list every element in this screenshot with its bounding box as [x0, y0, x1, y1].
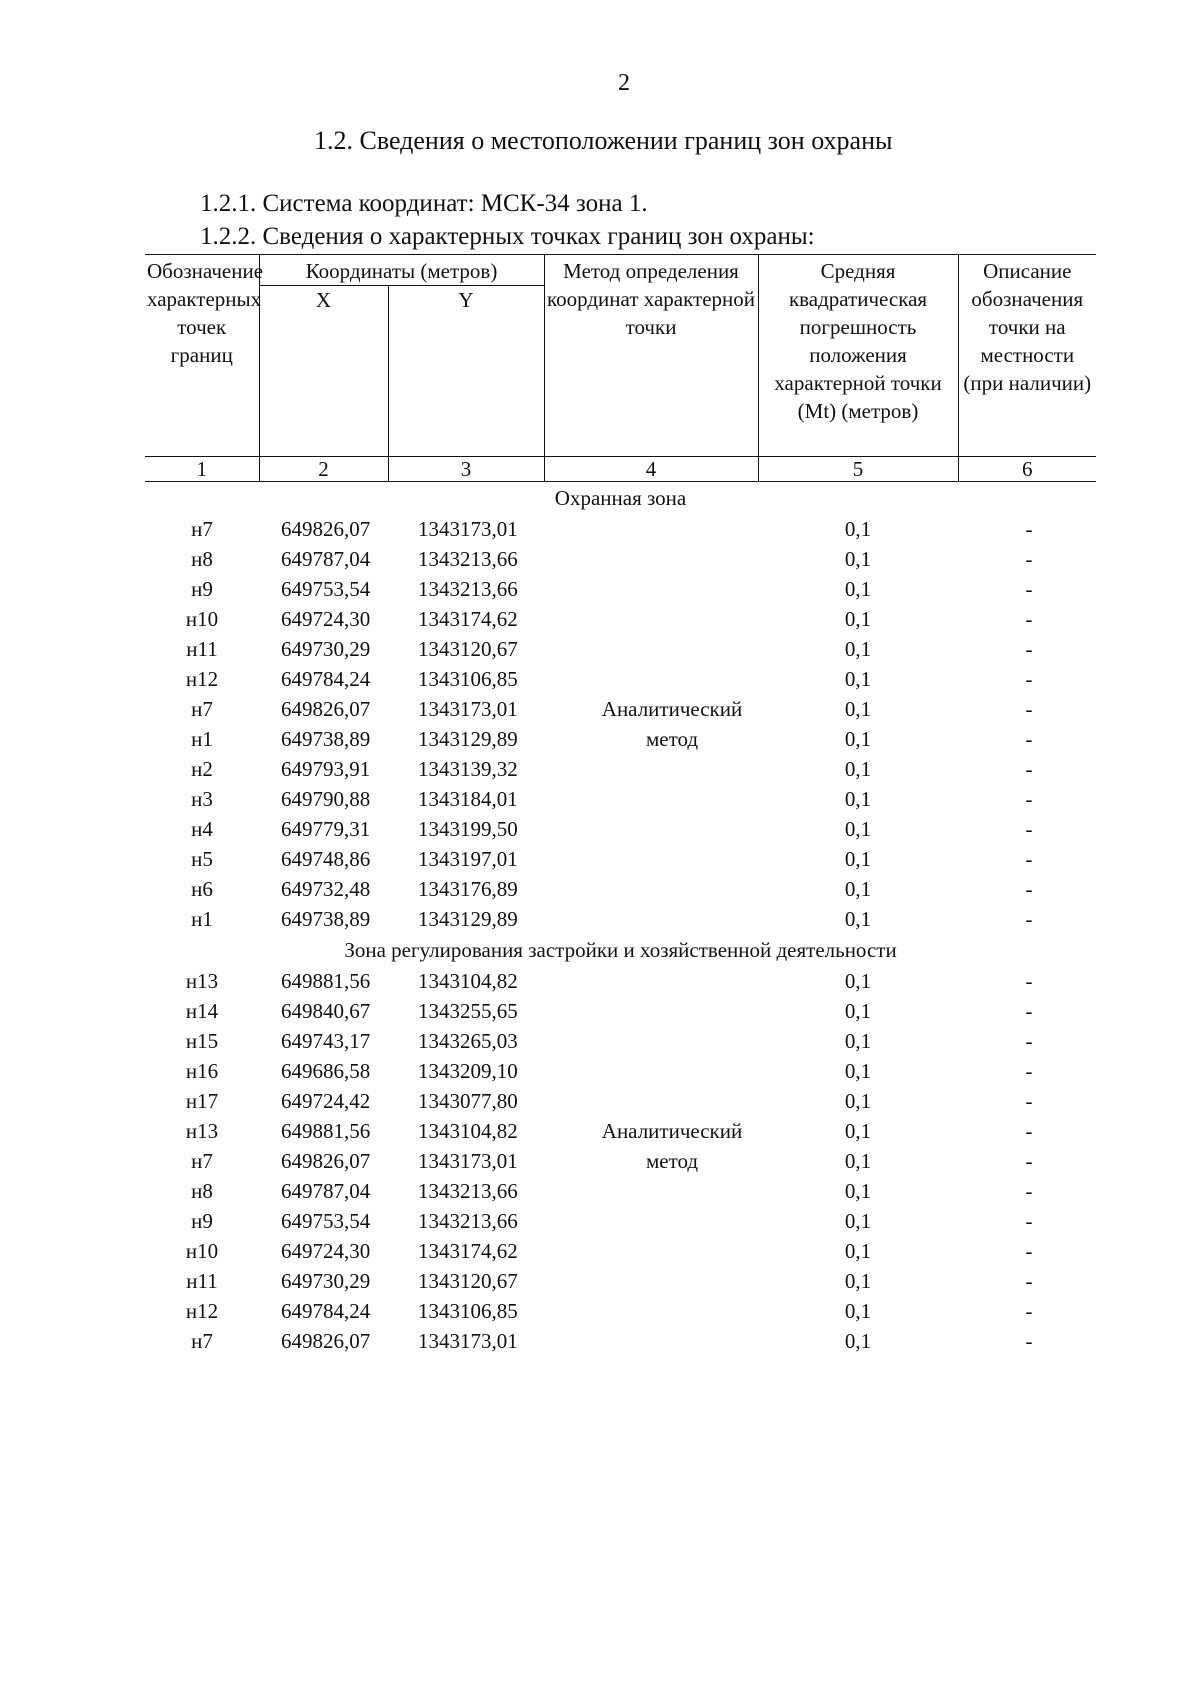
coord-x: 649881,56: [281, 1119, 371, 1143]
method-empty: [544, 634, 758, 664]
zone-title: Охранная зона: [554, 486, 687, 510]
point-description: -: [1025, 607, 1033, 631]
point-description: -: [1025, 1119, 1033, 1143]
point-id: н7: [191, 1329, 213, 1353]
coord-x: 649748,86: [281, 847, 371, 871]
coord-y: 1343173,01: [418, 1329, 518, 1353]
point-description: -: [1025, 847, 1033, 871]
point-id: н4: [191, 817, 213, 841]
point-id: н7: [191, 1149, 213, 1173]
coord-y: 1343077,80: [418, 1089, 518, 1113]
table-row: [145, 514, 1096, 544]
point-description: -: [1025, 907, 1033, 931]
point-description: -: [1025, 547, 1033, 571]
coord-y: 1343213,66: [418, 1179, 518, 1203]
mean-error: 0,1: [844, 637, 872, 661]
point-id: н2: [191, 757, 213, 781]
mean-error: 0,1: [844, 1179, 872, 1203]
coord-x: 649730,29: [281, 637, 371, 661]
mean-error: 0,1: [844, 517, 872, 541]
coord-x: 649826,07: [281, 1149, 371, 1173]
point-description: -: [1025, 1149, 1033, 1173]
method-empty: [544, 1026, 758, 1056]
mean-error: 0,1: [844, 697, 872, 721]
zone-title: Зона регулирования застройки и хозяйственной деятельности: [344, 938, 897, 962]
point-description: -: [1025, 1179, 1033, 1203]
method-empty: [544, 514, 758, 544]
method-label: Аналитический: [601, 697, 743, 721]
table-row: [145, 574, 1096, 604]
point-description: -: [1025, 697, 1033, 721]
coord-x: 649787,04: [281, 1179, 371, 1203]
method-cell: [544, 694, 758, 934]
coord-y: 1343129,89: [418, 727, 518, 751]
point-description: -: [1025, 1269, 1033, 1293]
point-id: н9: [191, 1209, 213, 1233]
coord-x: 649784,24: [281, 1299, 371, 1323]
point-id: н12: [185, 1299, 219, 1323]
method-cell: [544, 1116, 758, 1356]
point-description: -: [1025, 1209, 1033, 1233]
coord-y: 1343213,66: [418, 1209, 518, 1233]
mean-error: 0,1: [844, 547, 872, 571]
coord-y: 1343139,32: [418, 757, 518, 781]
coord-x: 649793,91: [281, 757, 371, 781]
mean-error: 0,1: [844, 1239, 872, 1263]
mean-error: 0,1: [844, 1329, 872, 1353]
mean-error: 0,1: [844, 607, 872, 631]
coord-x: 649826,07: [281, 517, 371, 541]
point-description: -: [1025, 969, 1033, 993]
coord-x: 649826,07: [281, 697, 371, 721]
coord-x: 649753,54: [281, 1209, 371, 1233]
table-row: [145, 664, 1096, 694]
point-id: н16: [185, 1059, 219, 1083]
mean-error: 0,1: [844, 787, 872, 811]
method-label: метод: [645, 727, 699, 751]
coord-y: 1343129,89: [418, 907, 518, 931]
point-description: -: [1025, 1059, 1033, 1083]
point-id: н1: [191, 907, 213, 931]
point-id: н13: [185, 1119, 219, 1143]
coord-x: 649743,17: [281, 1029, 371, 1053]
mean-error: 0,1: [844, 877, 872, 901]
table-row: [145, 634, 1096, 664]
method-empty: [544, 664, 758, 694]
coord-x: 649790,88: [281, 787, 371, 811]
coord-y: 1343197,01: [418, 847, 518, 871]
zone-title-row: [145, 482, 1096, 515]
coord-x: 649881,56: [281, 969, 371, 993]
point-description: -: [1025, 637, 1033, 661]
mean-error: 0,1: [844, 1119, 872, 1143]
point-id: н14: [185, 999, 219, 1023]
point-description: -: [1025, 727, 1033, 751]
point-description: -: [1025, 1239, 1033, 1263]
table-row: [145, 996, 1096, 1026]
column-number: 1: [145, 457, 259, 482]
column-number: 4: [544, 457, 758, 482]
point-description: -: [1025, 1089, 1033, 1113]
zone-title-row: [145, 934, 1096, 966]
coord-x: 649686,58: [281, 1059, 371, 1083]
coord-x: 649724,30: [281, 607, 371, 631]
mean-error: 0,1: [844, 1299, 872, 1323]
coord-x: 649826,07: [281, 1329, 371, 1353]
coord-y: 1343173,01: [418, 697, 518, 721]
table-row: [145, 966, 1096, 996]
header-coordinates: Координаты (метров): [259, 255, 544, 286]
page-number: 2: [618, 70, 630, 96]
header-point-designation: Обозначение характерных точек границ: [147, 259, 264, 367]
point-id: н8: [191, 547, 213, 571]
point-description: -: [1025, 1329, 1033, 1353]
point-id: н7: [191, 517, 213, 541]
coord-y: 1343104,82: [418, 1119, 518, 1143]
header-x: X: [259, 286, 388, 457]
method-empty: [544, 544, 758, 574]
section-title: 1.2. Сведения о местоположении границ зон охраны: [314, 126, 893, 155]
point-description: -: [1025, 517, 1033, 541]
header-method: Метод определения координат характерной точки: [544, 255, 758, 457]
header-mean-error: Средняя квадратическая погрешность положения характерной точки (Mt) (метров): [758, 255, 958, 457]
coord-x: 649724,42: [281, 1089, 371, 1113]
point-description: -: [1025, 667, 1033, 691]
mean-error: 0,1: [844, 1209, 872, 1233]
column-number: 2: [259, 457, 388, 482]
mean-error: 0,1: [844, 999, 872, 1023]
mean-error: 0,1: [844, 1149, 872, 1173]
point-id: н10: [185, 1239, 219, 1263]
table-row: [145, 1086, 1096, 1116]
point-id: н11: [186, 637, 218, 661]
point-id: н12: [185, 667, 219, 691]
table-row: [145, 604, 1096, 634]
table-row: [145, 1026, 1096, 1056]
point-id: н3: [191, 787, 213, 811]
point-id: н1: [191, 727, 213, 751]
coord-y: 1343184,01: [418, 787, 518, 811]
coord-y: 1343213,66: [418, 547, 518, 571]
mean-error: 0,1: [844, 817, 872, 841]
coordinate-system-line: 1.2.1. Система координат: МСК-34 зона 1.: [200, 190, 648, 217]
method-label: Аналитический: [601, 1119, 743, 1143]
point-description: -: [1025, 877, 1033, 901]
mean-error: 0,1: [844, 757, 872, 781]
coord-x: 649724,30: [281, 1239, 371, 1263]
column-number: 5: [758, 457, 958, 482]
coord-y: 1343173,01: [418, 1149, 518, 1173]
point-description: -: [1025, 757, 1033, 781]
coord-x: 649738,89: [281, 727, 371, 751]
point-description: -: [1025, 577, 1033, 601]
header-description: Описание обозначения точки на местности (при наличии): [958, 255, 1096, 457]
point-id: н7: [191, 697, 213, 721]
mean-error: 0,1: [844, 907, 872, 931]
column-number: 3: [388, 457, 544, 482]
point-id: н15: [185, 1029, 219, 1053]
coord-x: 649730,29: [281, 1269, 371, 1293]
coordinates-table: [145, 254, 1096, 1356]
method-empty: [544, 1056, 758, 1086]
point-description: -: [1025, 817, 1033, 841]
table-row: [145, 1116, 1096, 1146]
point-description: -: [1025, 1299, 1033, 1323]
method-empty: [544, 996, 758, 1026]
mean-error: 0,1: [844, 577, 872, 601]
mean-error: 0,1: [844, 969, 872, 993]
coord-y: 1343255,65: [418, 999, 518, 1023]
coord-x: 649840,67: [281, 999, 371, 1023]
coord-y: 1343265,03: [418, 1029, 518, 1053]
coord-y: 1343176,89: [418, 877, 518, 901]
coord-y: 1343104,82: [418, 969, 518, 993]
coord-x: 649753,54: [281, 577, 371, 601]
coord-y: 1343174,62: [418, 607, 518, 631]
coord-y: 1343120,67: [418, 1269, 518, 1293]
points-info-line: 1.2.2. Сведения о характерных точках границ зон охраны:: [200, 223, 815, 250]
mean-error: 0,1: [844, 1269, 872, 1293]
coord-y: 1343106,85: [418, 1299, 518, 1323]
method-empty: [544, 574, 758, 604]
point-id: н13: [185, 969, 219, 993]
point-description: -: [1025, 1029, 1033, 1053]
table-row: [145, 544, 1096, 574]
method-label: метод: [645, 1149, 699, 1173]
table-row: [145, 694, 1096, 724]
coord-x: 649779,31: [281, 817, 371, 841]
method-empty: [544, 966, 758, 996]
point-description: -: [1025, 999, 1033, 1023]
column-number: 6: [958, 457, 1096, 482]
table-row: [145, 1056, 1096, 1086]
point-id: н17: [185, 1089, 219, 1113]
coord-y: 1343213,66: [418, 577, 518, 601]
coord-y: 1343106,85: [418, 667, 518, 691]
coord-x: 649738,89: [281, 907, 371, 931]
point-id: н5: [191, 847, 213, 871]
coord-x: 649787,04: [281, 547, 371, 571]
coord-y: 1343120,67: [418, 637, 518, 661]
mean-error: 0,1: [844, 847, 872, 871]
coord-y: 1343174,62: [418, 1239, 518, 1263]
point-id: н6: [191, 877, 213, 901]
point-id: н11: [186, 1269, 218, 1293]
coord-x: 649732,48: [281, 877, 371, 901]
mean-error: 0,1: [844, 1029, 872, 1053]
coord-x: 649784,24: [281, 667, 371, 691]
mean-error: 0,1: [844, 667, 872, 691]
point-id: н10: [185, 607, 219, 631]
mean-error: 0,1: [844, 727, 872, 751]
point-id: н9: [191, 577, 213, 601]
mean-error: 0,1: [844, 1089, 872, 1113]
coord-y: 1343199,50: [418, 817, 518, 841]
coord-y: 1343173,01: [418, 517, 518, 541]
coord-y: 1343209,10: [418, 1059, 518, 1083]
method-empty: [544, 604, 758, 634]
point-id: н8: [191, 1179, 213, 1203]
point-description: -: [1025, 787, 1033, 811]
header-y: Y: [388, 286, 544, 457]
method-empty: [544, 1086, 758, 1116]
mean-error: 0,1: [844, 1059, 872, 1083]
